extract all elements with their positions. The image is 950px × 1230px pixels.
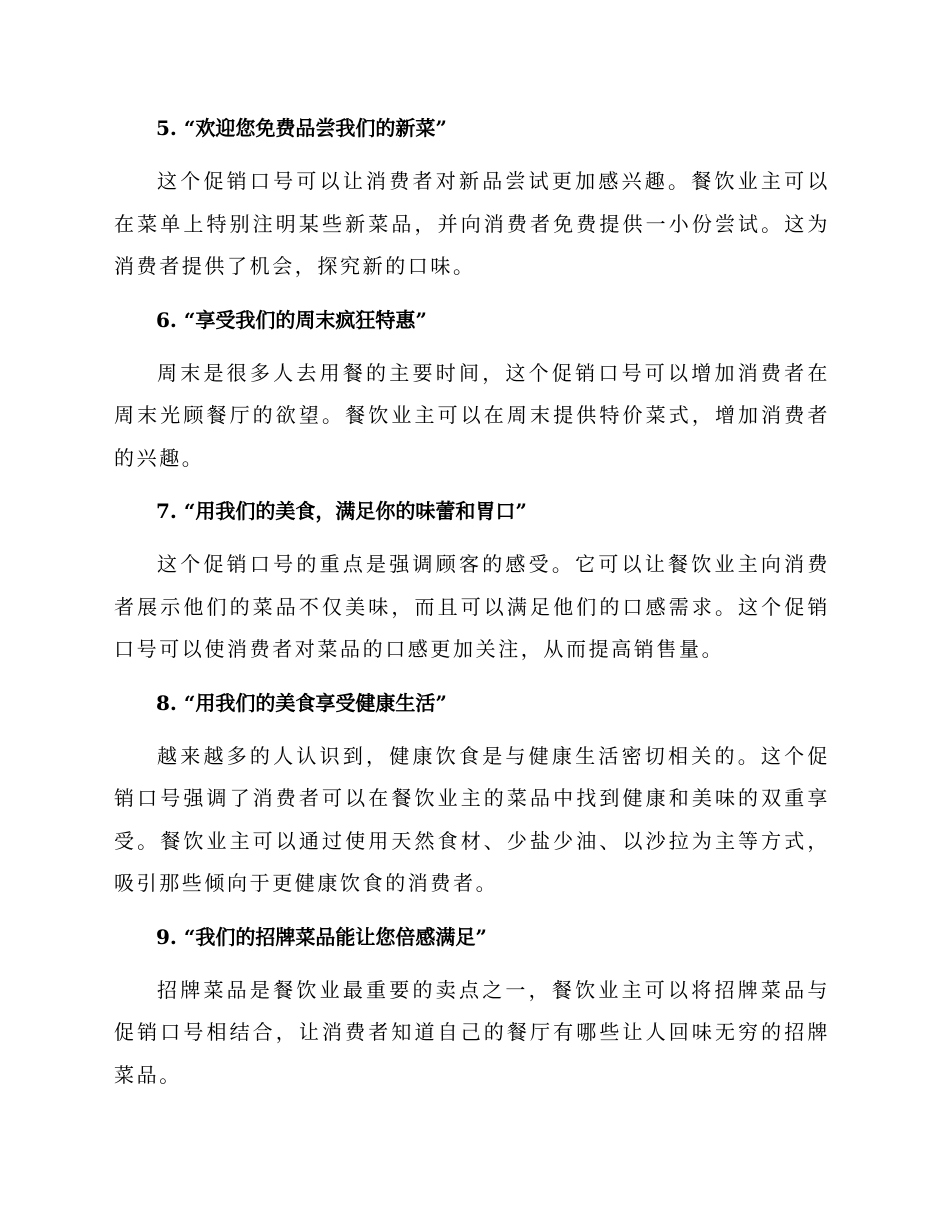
section-7-heading: 7. “用我们的美食，满足你的味蕾和胃口”	[156, 499, 527, 523]
document-body	[114, 108, 830, 1108]
section-6-heading: 6. “享受我们的周末疯狂特惠”	[156, 307, 427, 332]
section-9-heading: 9. “我们的招牌菜品能让您倍感满足”	[156, 924, 487, 949]
section-6-paragraph: 周末是很多人去用餐的主要时间，这个促销口号可以增加消费者在周末光顾餐厅的欲望。餐饮业主可以在周末提供特价菜式，增加消费者的兴趣。	[114, 360, 830, 470]
section-8-heading: 8. “用我们的美食享受健康生活”	[156, 690, 447, 715]
section-9-paragraph: 招牌菜品是餐饮业最重要的卖点之一，餐饮业主可以将招牌菜品与促销口号相结合，让消费者知道自己的餐厅有哪些让人回味无穷的招牌菜品。	[114, 977, 830, 1087]
section-5-heading: 5. “欢迎您免费品尝我们的新菜”	[156, 116, 447, 140]
section-8-paragraph: 越来越多的人认识到，健康饮食是与健康生活密切相关的。这个促销口号强调了消费者可以在餐饮业主的菜品中找到健康和美味的双重享受。餐饮业主可以通过使用天然食材、少盐少油、以沙拉为主等方式，吸引那些倾向于更健康饮食的消费者。	[114, 743, 830, 895]
section-7-paragraph: 这个促销口号的重点是强调顾客的感受。它可以让餐饮业主向消费者展示他们的菜品不仅美味，而且可以满足他们的口感需求。这个促销口号可以使消费者对菜品的口感更加关注，从而提高销售量。	[114, 552, 830, 661]
section-5-paragraph: 这个促销口号可以让消费者对新品尝试更加感兴趣。餐饮业主可以在菜单上特别注明某些新菜品，并向消费者免费提供一小份尝试。这为消费者提供了机会，探究新的口味。	[114, 169, 830, 278]
